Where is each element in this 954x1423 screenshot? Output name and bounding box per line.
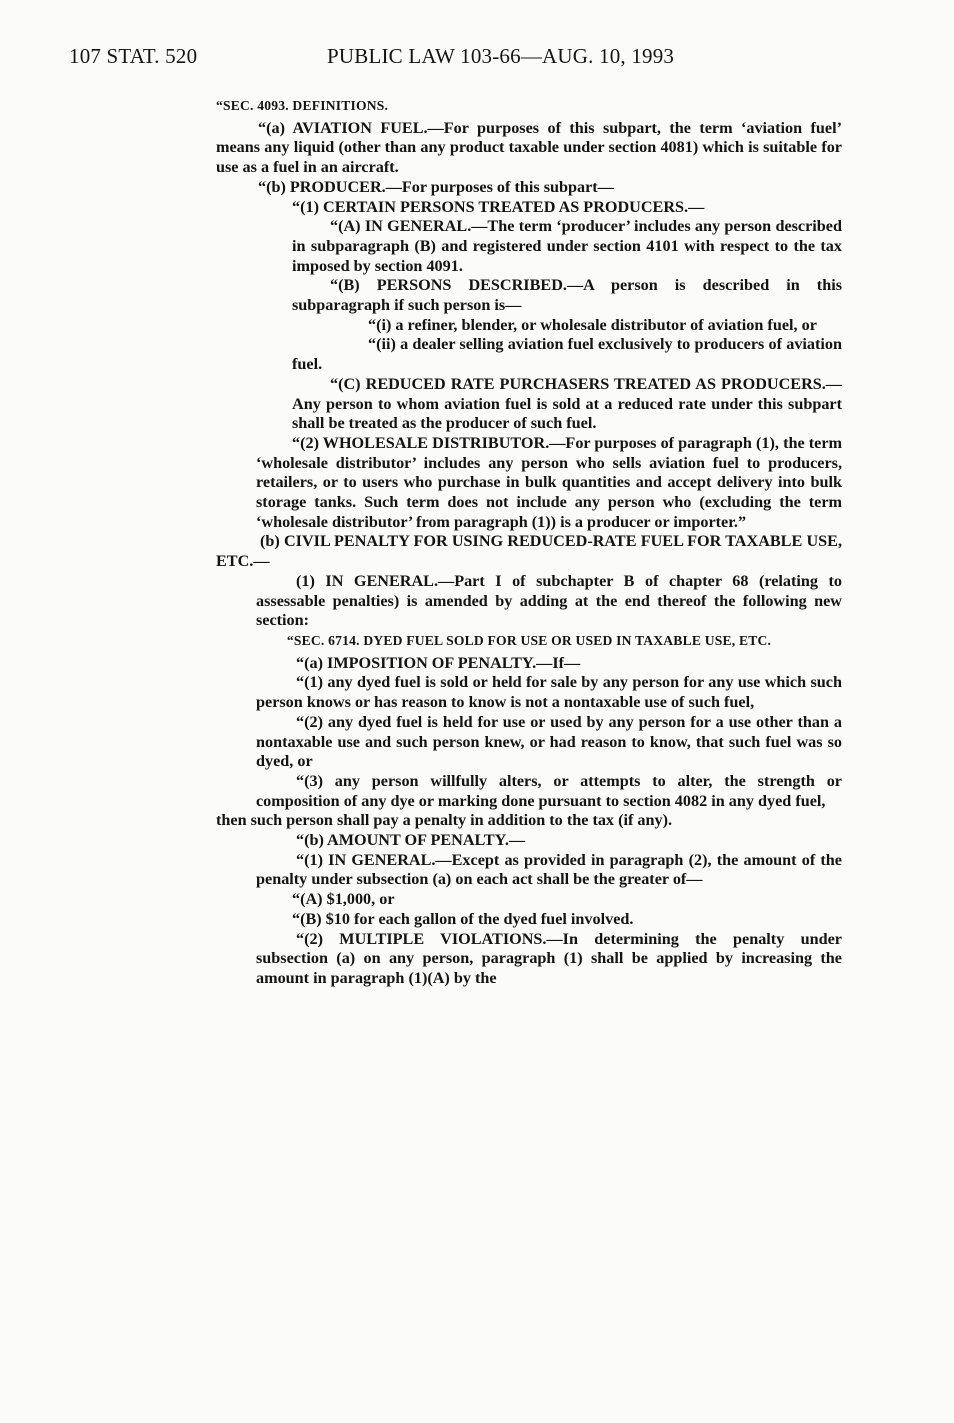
paragraph-civil-penalty: (b) CIVIL PENALTY FOR USING REDUCED-RATE FUEL FOR TAXABLE USE, ETC.—	[216, 532, 842, 571]
paragraph-penalty-item-3: “(3) any person willfully alters, or attempts to alter, the strength or composition of any dye or marking done pursuant to section 4082 in any dyed fuel,	[256, 771, 842, 810]
public-law-citation: PUBLIC LAW 103-66—AUG. 10, 1993	[327, 44, 675, 68]
paragraph-then-such-person: then such person shall pay a penalty in addition to the tax (if any).	[216, 811, 673, 830]
paragraph-certain-persons: “(1) CERTAIN PERSONS TREATED AS PRODUCERS.—	[292, 197, 705, 216]
paragraph-penalty-item-2: “(2) any dyed fuel is held for use or used by any person for a use other than a nontaxable use and such person knew, or had reason to know, that such fuel was so dyed, or	[256, 712, 842, 771]
section-heading-4093: “SEC. 4093. DEFINITIONS.	[216, 98, 389, 113]
statute-text	[216, 96, 842, 989]
paragraph-amount-in-general: “(1) IN GENERAL.—Except as provided in paragraph (2), the amount of the penalty under subsection (a) on each act shall be the greater of—	[256, 850, 842, 889]
paragraph-persons-described: “(B) PERSONS DESCRIBED.—A person is described in this subparagraph if such person is—	[292, 276, 842, 315]
paragraph-amount-b: “(B) $10 for each gallon of the dyed fuel involved.	[292, 909, 634, 928]
paragraph-penalty-item-1: “(1) any dyed fuel is sold or held for sale by any person for any use which such person knows or has reason to know is not a nontaxable use of such fuel,	[256, 673, 842, 712]
paragraph-imposition-of-penalty: “(a) IMPOSITION OF PENALTY.—If—	[296, 653, 581, 672]
paragraph-aviation-fuel: “(a) AVIATION FUEL.—For purposes of this subpart, the term ‘aviation fuel’ means any liquid (other than any product taxable under section 4081) which is suitable for use as a fuel in an aircraft.	[216, 118, 842, 177]
paragraph-reduced-rate: “(C) REDUCED RATE PURCHASERS TREATED AS PRODUCERS.—Any person to whom aviation fuel is sold at a reduced rate under this subpart shall be treated as the producer of such fuel.	[292, 374, 842, 433]
paragraph-producer: “(b) PRODUCER.—For purposes of this subpart—	[258, 177, 614, 196]
paragraph-amount-a: “(A) $1,000, or	[292, 890, 395, 909]
statute-page-number: 107 STAT. 520	[69, 44, 198, 68]
page-header	[69, 44, 729, 74]
paragraph-wholesale-distributor: “(2) WHOLESALE DISTRIBUTOR.—For purposes of paragraph (1), the term ‘wholesale distributor’ includes any person who sells aviation fuel to producers, retailers, or to users who purchase in bulk quantities and accept delivery into bulk storage tanks. Such term does not include any person who (excluding the term ‘wholesale distributor’ from paragraph (1)) is a producer or importer.”	[256, 433, 842, 531]
paragraph-in-general-1: (1) IN GENERAL.—Part I of subchapter B of chapter 68 (relating to assessable penalties) is amended by adding at the end thereof the following new section:	[256, 571, 842, 630]
paragraph-clause-i: “(i) a refiner, blender, or wholesale distributor of aviation fuel, or	[368, 315, 817, 334]
section-heading-6714: “SEC. 6714. DYED FUEL SOLD FOR USE OR USED IN TAXABLE USE, ETC.	[286, 632, 772, 648]
paragraph-amount-of-penalty: “(b) AMOUNT OF PENALTY.—	[296, 831, 526, 850]
paragraph-in-general-a: “(A) IN GENERAL.—The term ‘producer’ includes any person described in subparagraph (B) and registered under section 4101 with respect to the tax imposed by section 4091.	[292, 217, 842, 275]
paragraph-clause-ii: “(ii) a dealer selling aviation fuel exclusively to producers of aviation fuel.	[292, 335, 842, 374]
paragraph-multiple-violations: “(2) MULTIPLE VIOLATIONS.—In determining the penalty under subsection (a) on any person, paragraph (1) shall be applied by increasing the amount in paragraph (1)(A) by the	[256, 929, 842, 987]
